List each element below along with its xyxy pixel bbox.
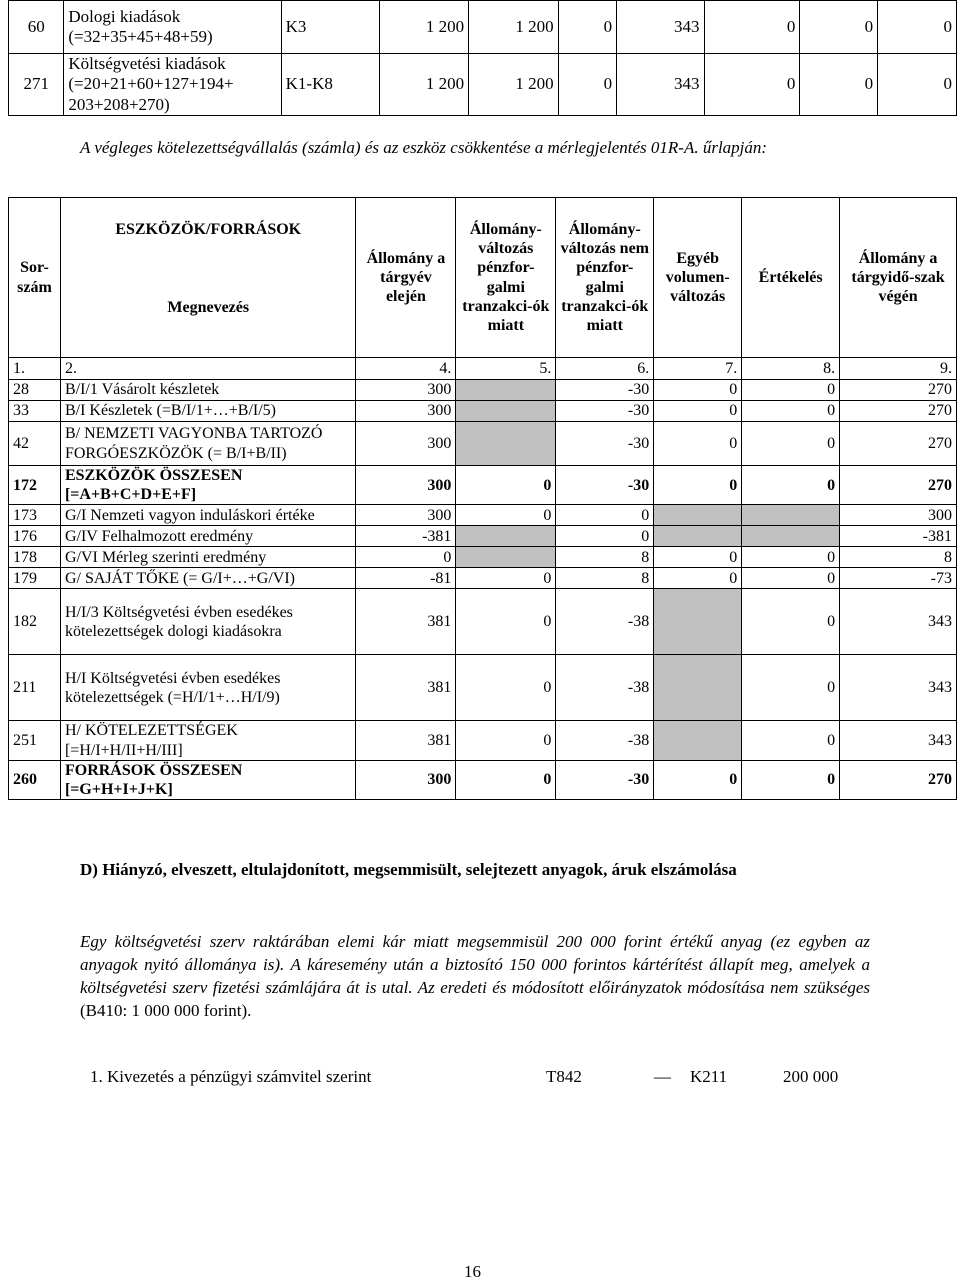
header-col4: Állomány-változás pénzfor-galmi tranzakci-ók miatt [456,198,556,358]
value-cell [654,721,742,760]
value-cell: 343 [840,589,957,655]
header-col7: Értékelés [742,198,840,358]
table-row [9,401,957,422]
row-number: 182 [9,589,61,655]
value-cell: 0 [742,655,840,721]
header-col3: Állomány a tárgyév elején [356,198,456,358]
table-row [9,589,957,655]
summary-row [9,54,957,116]
row-name: G/IV Felhalmozott eredmény [60,526,356,547]
value-cell: 8 [556,547,654,568]
value-cell: 0 [556,526,654,547]
row-name: G/VI Mérleg szerinti eredmény [60,547,356,568]
value-cell: 343 [840,655,957,721]
summary-value-cell: 0 [704,1,800,54]
value-cell: 270 [840,466,957,505]
value-cell: -30 [556,401,654,422]
row-name: H/I Költségvetési évben esedékes kötelezettségek (=H/I/1+…H/I/9) [60,655,356,721]
value-cell: 0 [654,401,742,422]
value-cell [456,547,556,568]
row-name: H/I/3 Költségvetési évben esedékes kötelezettségek dologi kiadásokra [60,589,356,655]
value-cell: 0 [654,466,742,505]
header-col6: Egyéb volumen-változás [654,198,742,358]
budget-summary-table [8,0,957,116]
table-row [9,526,957,547]
index-cell: 7. [654,358,742,380]
table-row [9,380,957,401]
index-cell: 5. [456,358,556,380]
summary-row-description: Költségvetési kiadások (=20+21+60+127+194+ 203+208+270) [64,54,281,116]
header-row [9,198,957,358]
body-plain-text-1: Az eredeti és módosított előirányzatok módosítása nem szükséges [417,978,870,997]
value-cell: 0 [456,505,556,526]
value-cell [654,505,742,526]
row-name: G/I Nemzeti vagyon induláskori értéke [60,505,356,526]
value-cell: 0 [654,568,742,589]
header-col8: Állomány a tárgyidő-szak végén [840,198,957,358]
entry-dash: — [654,1067,671,1086]
value-cell: -381 [356,526,456,547]
value-cell: -30 [556,760,654,799]
value-cell: 0 [742,380,840,401]
value-cell: 0 [456,655,556,721]
section-heading: D) Hiányzó, elveszett, eltulajdonított, megsemmisült, selejtezett anyagok, áruk elszámolása [80,860,737,879]
summary-value-cell: 0 [878,1,957,54]
value-cell: 381 [356,589,456,655]
value-cell: -30 [556,466,654,505]
value-cell: -73 [840,568,957,589]
value-cell [456,526,556,547]
value-cell: -81 [356,568,456,589]
intro-text: A végleges kötelezettségvállalás (számla) és az eszköz csökkentése a mérlegjelentés 01R-A. űrlapján: [80,138,768,157]
value-cell: 0 [742,721,840,760]
index-cell: 9. [840,358,957,380]
value-cell: 0 [456,568,556,589]
value-cell: 0 [654,547,742,568]
value-cell: -30 [556,380,654,401]
summary-value-cell: 343 [617,1,704,54]
summary-value-cell: 0 [704,54,800,116]
summary-value-cell: 0 [800,1,878,54]
value-cell: 270 [840,401,957,422]
index-cell: 2. [60,358,356,380]
row-number: 42 [9,422,61,466]
value-cell [654,655,742,721]
row-number: 28 [9,380,61,401]
value-cell: 0 [456,466,556,505]
value-cell: 0 [742,547,840,568]
value-cell [456,422,556,466]
page-number: 16 [464,1262,481,1281]
value-cell: 0 [742,589,840,655]
value-cell: 300 [840,505,957,526]
index-cell: 6. [556,358,654,380]
index-cell: 4. [356,358,456,380]
value-cell: -38 [556,589,654,655]
value-cell: -38 [556,721,654,760]
entry-label: 1. Kivezetés a pénzügyi számvitel szerint [90,1067,372,1086]
value-cell [654,526,742,547]
value-cell [654,589,742,655]
row-name: B/I Készletek (=B/I/1+…+B/I/5) [60,401,356,422]
value-cell: 270 [840,380,957,401]
row-name: G/ SAJÁT TŐKE (= G/I+…+G/VI) [60,568,356,589]
row-name: FORRÁSOK ÖSSZESEN [=G+H+I+J+K] [60,760,356,799]
value-cell: 0 [742,568,840,589]
value-cell: 381 [356,655,456,721]
body-paragraph [80,930,870,1022]
summary-row-number: 271 [9,54,64,116]
row-name: B/ NEMZETI VAGYONBA TARTOZÓ FORGÓESZKÖZÖK (= B/I+B/II) [60,422,356,466]
value-cell: 300 [356,466,456,505]
summary-value-cell: 1 200 [469,1,558,54]
row-name: H/ KÖTELEZETTSÉGEK [=H/I+H/II+H/III] [60,721,356,760]
asset-liability-body [9,198,957,800]
table-row [9,721,957,760]
header-col5: Állomány-változás nem pénzfor-galmi tranzakci-ók miatt [556,198,654,358]
row-number: 260 [9,760,61,799]
row-name: B/I/1 Vásárolt készletek [60,380,356,401]
value-cell: 0 [456,589,556,655]
table-row [9,547,957,568]
summary-row-code: K3 [281,1,379,54]
summary-value-cell: 1 200 [469,54,558,116]
summary-value-cell: 343 [617,54,704,116]
summary-row-number: 60 [9,1,64,54]
summary-row-code: K1-K8 [281,54,379,116]
value-cell: 8 [840,547,957,568]
index-cell: 8. [742,358,840,380]
value-cell: 381 [356,721,456,760]
row-number: 33 [9,401,61,422]
entry-credit: K211 [690,1067,728,1086]
value-cell: 0 [742,466,840,505]
row-number: 251 [9,721,61,760]
table-row [9,568,957,589]
value-cell: 0 [456,760,556,799]
value-cell: 8 [556,568,654,589]
value-cell [742,505,840,526]
header-sorszam: Sor-szám [9,198,61,358]
table-row [9,466,957,505]
value-cell: 270 [840,760,957,799]
value-cell: 300 [356,505,456,526]
value-cell: -381 [840,526,957,547]
summary-value-cell: 1 200 [379,54,468,116]
value-cell: 0 [456,721,556,760]
value-cell [456,401,556,422]
value-cell [456,380,556,401]
row-number: 172 [9,466,61,505]
summary-value-cell: 1 200 [379,1,468,54]
table-row [9,505,957,526]
summary-value-cell: 0 [800,54,878,116]
header-group-cell [60,198,356,358]
value-cell: 0 [742,760,840,799]
summary-value-cell: 0 [558,1,617,54]
index-cell: 1. [9,358,61,380]
value-cell: -30 [556,422,654,466]
value-cell: 300 [356,401,456,422]
value-cell [742,526,840,547]
intro-paragraph [80,137,880,159]
value-cell: 0 [654,422,742,466]
value-cell: 0 [742,422,840,466]
header-group: ESZKÖZÖK/FORRÁSOK [115,221,302,238]
table-row [9,655,957,721]
row-number: 178 [9,547,61,568]
value-cell: 300 [356,422,456,466]
row-number: 179 [9,568,61,589]
row-number: 211 [9,655,61,721]
value-cell: 0 [742,401,840,422]
value-cell: 0 [556,505,654,526]
value-cell: 0 [356,547,456,568]
row-number: 173 [9,505,61,526]
summary-value-cell: 0 [878,54,957,116]
value-cell: 0 [654,760,742,799]
body-italic-text: Egy költségvetési szerv raktárában elemi kár miatt megsemmisül 200 000 forint értékű anyag (ez egyben az anyagok nyitó állománya is). A káresemény után a biztosító 150 000 forintos kártérítést állapít meg, amelyek a költségvetési szerv fizetési számlájára át is utal. [80,932,870,997]
index-row [9,358,957,380]
summary-row-description: Dologi kiadások (=32+35+45+48+59) [64,1,281,54]
entry-debit: T842 [546,1067,582,1086]
value-cell: 300 [356,380,456,401]
row-name: ESZKÖZÖK ÖSSZESEN [=A+B+C+D+E+F] [60,466,356,505]
value-cell: 343 [840,721,957,760]
summary-row [9,1,957,54]
value-cell: 300 [356,760,456,799]
value-cell: 270 [840,422,957,466]
table-row [9,422,957,466]
budget-summary-body [9,1,957,116]
entry-amount: 200 000 [783,1067,839,1086]
header-megnevezes: Megnevezés [167,299,250,316]
value-cell: 0 [654,380,742,401]
row-number: 176 [9,526,61,547]
summary-value-cell: 0 [558,54,617,116]
body-plain-text-2: (B410: 1 000 000 forint). [80,1001,252,1020]
value-cell: -38 [556,655,654,721]
asset-liability-table [8,197,957,800]
table-row [9,760,957,799]
